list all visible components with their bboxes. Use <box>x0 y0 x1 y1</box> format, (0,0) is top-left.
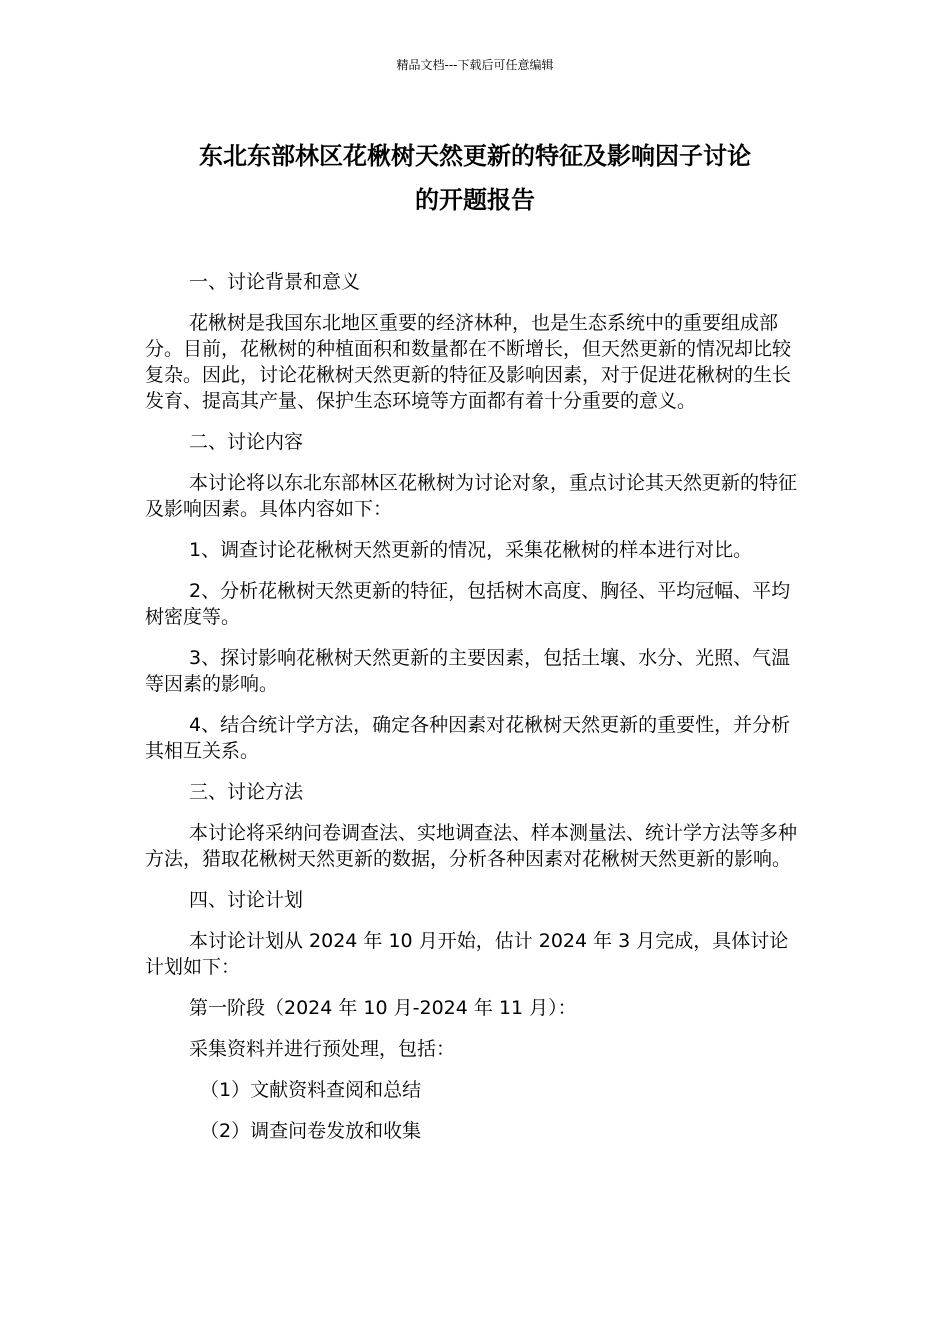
list-item: 3、探讨影响花楸树天然更新的主要因素，包括土壤、水分、光照、气温等因素的影响。 <box>145 647 791 695</box>
plan-stage-description: 采集资料并进行预处理，包括： <box>189 1038 456 1060</box>
document-body <box>145 269 805 1159</box>
paragraph-background: 花楸树是我国东北地区重要的经济林种，也是生态系统中的重要组成部分。目前，花楸树的种植面积和数量都在不断增长，但天然更新的情况却比较复杂。因此，讨论花楸树天然更新的特征及影响因素，对于促进花楸树的生长发育、提高其产量、保护生态环境等方面都有着十分重要的意义。 <box>145 312 792 412</box>
paragraph-plan-intro: 本讨论计划从 2024 年 10 月开始，估计 2024 年 3 月完成，具体讨论计划如下： <box>145 930 789 978</box>
paragraph-method: 本讨论将采纳问卷调查法、实地调查法、样本测量法、统计学方法等多种方法，猎取花楸树天然更新的数据，分析各种因素对花楸树天然更新的影响。 <box>145 822 798 870</box>
section-heading-method: 三、讨论方法 <box>189 781 304 803</box>
plan-stage-item: （1）文献资料查阅和总结 <box>200 1079 422 1101</box>
title-line-1: 东北东部林区花楸树天然更新的特征及影响因子讨论 <box>199 142 751 170</box>
page-header-note: 精品文档---下载后可任意编辑 <box>396 58 554 72</box>
section-heading-content: 二、讨论内容 <box>189 431 304 453</box>
list-item: 1、调查讨论花楸树天然更新的情况，采集花楸树的样本进行对比。 <box>189 539 753 561</box>
plan-stage-item: （2）调查问卷发放和收集 <box>200 1120 422 1142</box>
section-heading-plan: 四、讨论计划 <box>189 889 304 911</box>
section-heading-background: 一、讨论背景和意义 <box>189 271 361 293</box>
list-item: 4、结合统计学方法，确定各种因素对花楸树天然更新的重要性，并分析其相互关系。 <box>145 714 791 762</box>
document-title <box>120 134 830 222</box>
list-item: 2、分析花楸树天然更新的特征，包括树木高度、胸径、平均冠幅、平均树密度等。 <box>145 580 791 628</box>
title-line-2: 的开题报告 <box>415 186 535 214</box>
plan-stage-heading: 第一阶段（2024 年 10 月-2024 年 11 月）： <box>189 997 577 1019</box>
paragraph-content-intro: 本讨论将以东北东部林区花楸树为讨论对象，重点讨论其天然更新的特征及影响因素。具体内容如下： <box>145 472 798 520</box>
